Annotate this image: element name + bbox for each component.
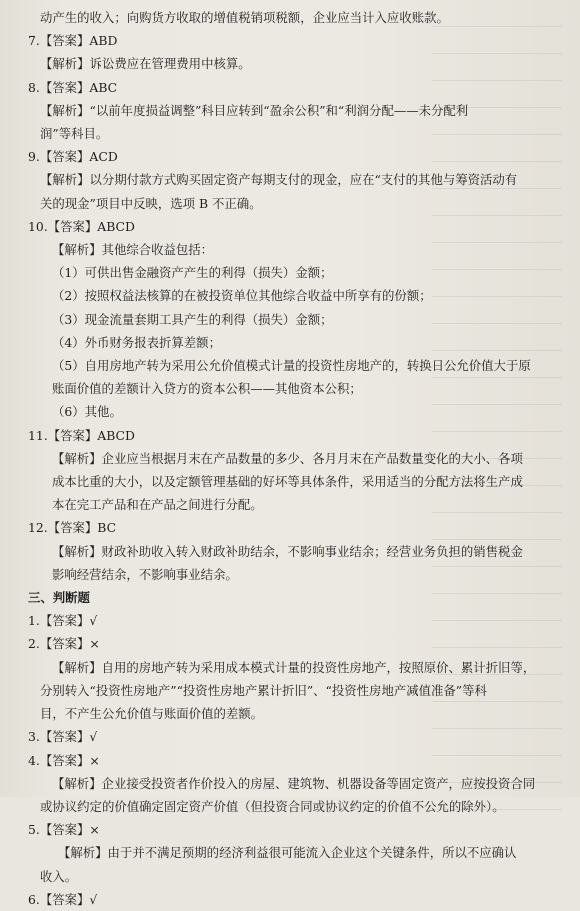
text-line: （4）外币财务报表折算差额； [52, 334, 221, 350]
text-line: 收入。 [40, 868, 78, 884]
text-line: 【解析】以分期付款方式购买固定资产每期支付的现金，应在“支付的其他与筹资活动有 [40, 172, 518, 188]
text-line: 12.【答案】BC [28, 520, 117, 536]
text-line: 8.【答案】ABC [28, 79, 118, 95]
text-line: 关的现金”项目中反映，选项 B 不正确。 [40, 195, 262, 211]
text-line: 4.【答案】× [28, 752, 100, 768]
text-line: 1.【答案】√ [28, 613, 98, 629]
text-line: 11.【答案】ABCD [28, 427, 135, 443]
text-line: 或协议约定的价值确定固定资产价值（但投资合同或协议约定的价值不公允的除外）。 [40, 798, 505, 814]
text-line: 9.【答案】ACD [28, 149, 118, 165]
text-line: 5.【答案】× [28, 822, 100, 838]
text-line: 【解析】企业应当根据月末在产品数量的多少、各月月末在产品数量变化的大小、各项 [52, 450, 523, 466]
text-line: 【解析】自用的房地产转为采用成本模式计量的投资性房地产，按照原价、累计折旧等， [52, 659, 536, 675]
text-line: 目，不产生公允价值与账面价值的差额。 [40, 706, 264, 722]
text-line: 【解析】“以前年度损益调整”科目应转到“盈余公积”和“利润分配——未分配利 [40, 102, 469, 118]
text-line: 账面价值的差额计入贷方的资本公积——其他资本公积； [52, 381, 362, 397]
text-line: （3）现金流量套期工具产生的利得（损失）金额； [52, 311, 333, 327]
text-line: 影响经营结余，不影响事业结余。 [52, 566, 238, 582]
text-line: 润”等科目。 [40, 126, 109, 142]
text-line: 10.【答案】ABCD [28, 218, 135, 234]
text-line: 6.【答案】√ [28, 891, 98, 907]
text-line: 【解析】其他综合收益包括： [52, 242, 214, 258]
text-line: 【解析】诉讼费应在管理费用中核算。 [40, 56, 251, 72]
text-line: 【解析】由于并不满足预期的经济利益很可能流入企业这个关键条件，所以不应确认 [58, 845, 517, 861]
text-line: （1）可供出售金融资产产生的利得（损失）金额； [52, 265, 333, 281]
text-line: 成本比重的大小，以及定额管理基础的好坏等具体条件，采用适当的分配方法将生产成 [52, 474, 523, 490]
section-heading: 三、判断题 [28, 590, 90, 606]
text-line: 7.【答案】ABD [28, 33, 118, 49]
text-line: 本在完工产品和在产品之间进行分配。 [52, 497, 263, 513]
text-line: 3.【答案】√ [28, 729, 98, 745]
text-line: 分别转入“投资性房地产”“投资性房地产累计折旧”、“投资性房地产减值准备”等科 [40, 682, 487, 698]
text-line: 动产生的收入；向购货方收取的增值税销项税额，企业应当计入应收账款。 [40, 10, 449, 25]
text-line: （2）按照权益法核算的在被投资单位其他综合收益中所享有的份额； [52, 288, 432, 304]
text-line: （5）自用房地产转为采用公允价值模式计量的投资性房地产的，转换日公允价值大于原 [52, 358, 531, 374]
text-line: 2.【答案】× [28, 636, 100, 652]
text-line: 【解析】企业接受投资者作价投入的房屋、建筑物、机器设备等固定资产，应按投资合同 [52, 775, 536, 791]
text-line: 【解析】财政补助收入转入财政补助结余，不影响事业结余；经营业务负担的销售税金 [52, 543, 523, 559]
answer-text-body [28, 6, 558, 911]
text-line: （6）其他。 [52, 404, 122, 420]
